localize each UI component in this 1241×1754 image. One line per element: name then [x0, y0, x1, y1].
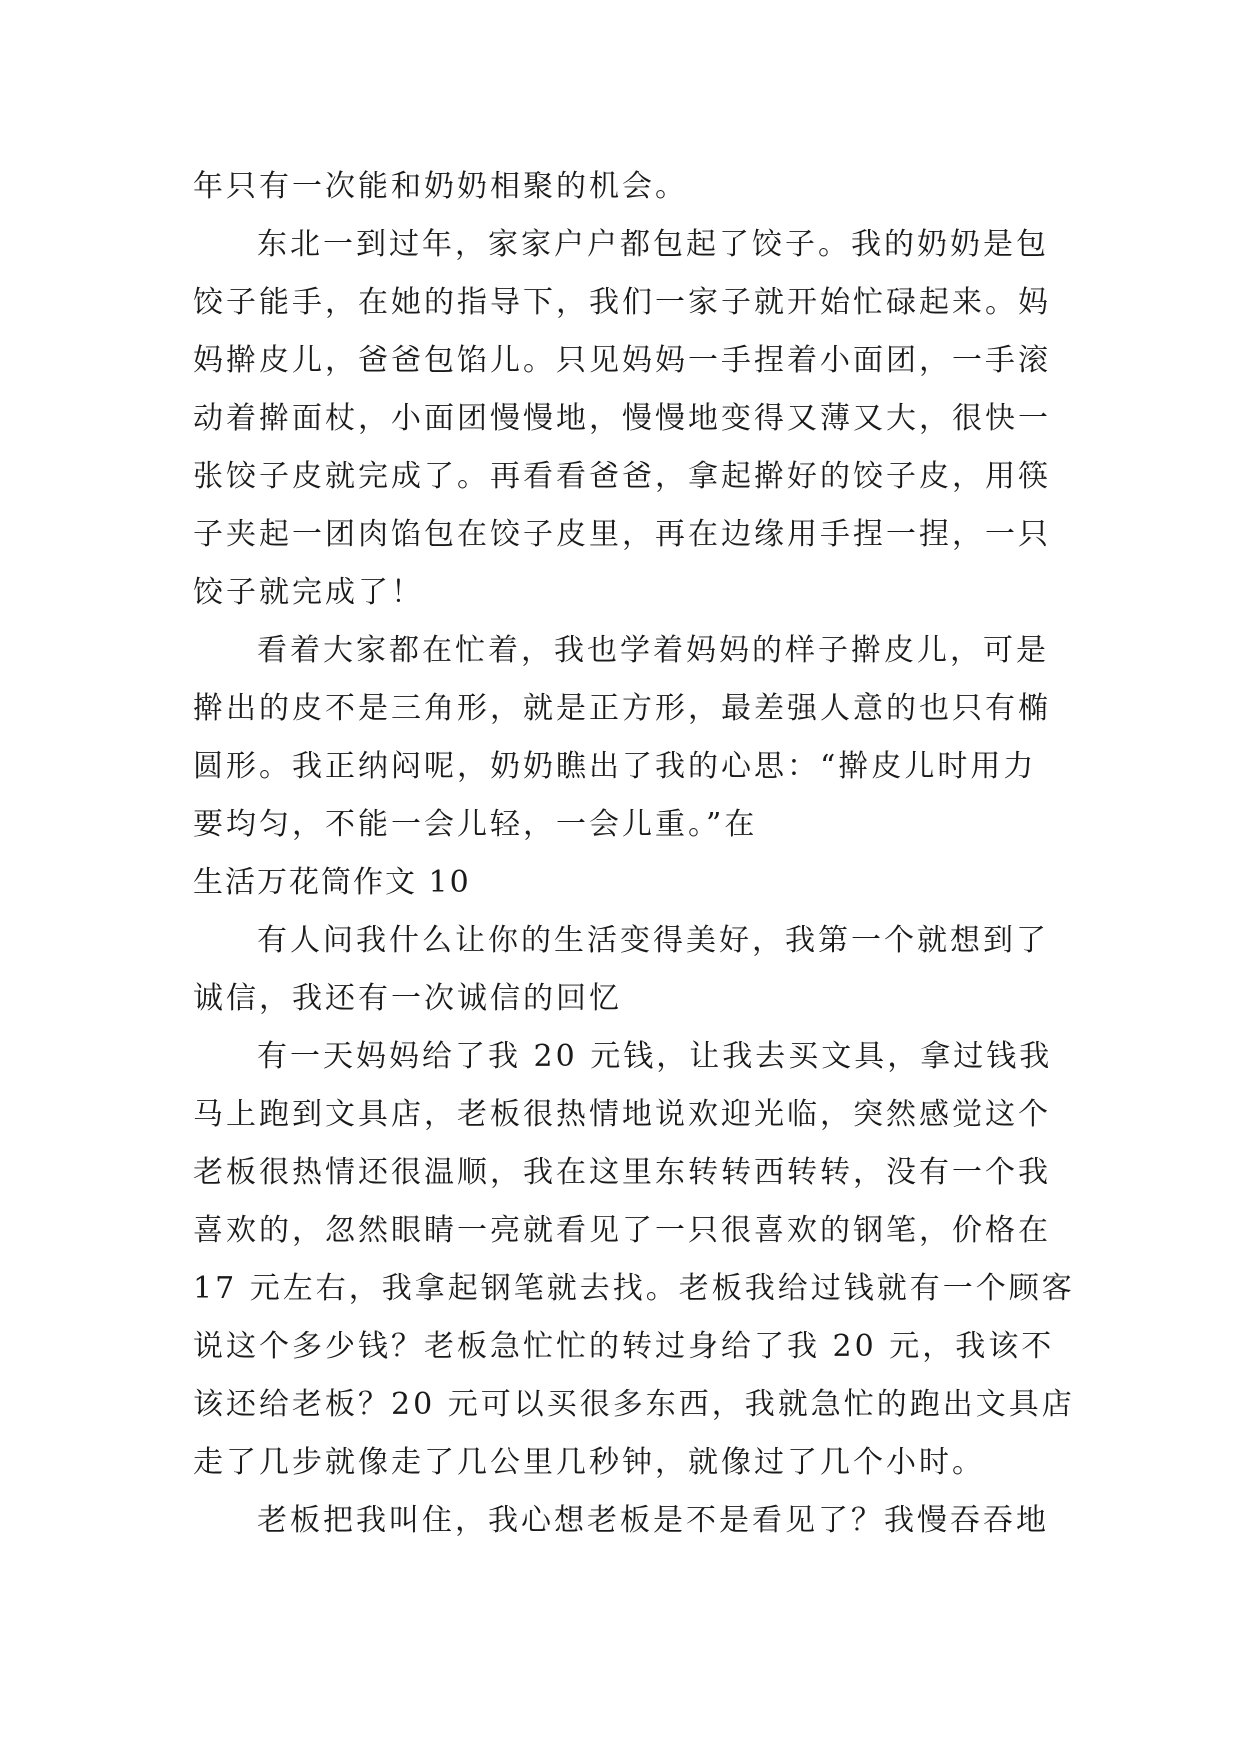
paragraph-line: 张饺子皮就完成了。再看看爸爸，拿起擀好的饺子皮，用筷 — [193, 459, 1051, 494]
paragraph-first-line: 看着大家都在忙着，我也学着妈妈的样子擀皮儿，可是 — [257, 633, 1049, 668]
paragraph-line: 该还给老板？20 元可以买很多东西，我就急忙的跑出文具店 — [193, 1387, 1075, 1422]
paragraph-first-line: 老板把我叫住，我心想老板是不是看见了？我慢吞吞地 — [257, 1503, 1049, 1538]
paragraph-line: 饺子能手，在她的指导下，我们一家子就开始忙碌起来。妈 — [193, 285, 1051, 320]
paragraph-line: 17 元左右，我拿起钢笔就去找。老板我给过钱就有一个顾客 — [193, 1271, 1075, 1306]
paragraph-line: 老板很热情还很温顺，我在这里东转转西转转，没有一个我 — [193, 1155, 1051, 1190]
paragraph-line: 妈擀皮儿，爸爸包馅儿。只见妈妈一手捏着小面团，一手滚 — [193, 343, 1051, 378]
essay-body — [193, 158, 1075, 1550]
paragraph-line: 喜欢的，忽然眼睛一亮就看见了一只很喜欢的钢笔，价格在 — [193, 1213, 1051, 1248]
paragraph-line: 饺子就完成了！ — [193, 575, 424, 610]
essay-title: 生活万花筒作文 10 — [193, 865, 471, 900]
paragraph-line: 说这个多少钱？老板急忙忙的转过身给了我 20 元，我该不 — [193, 1329, 1055, 1364]
paragraph-continuation-line: 年只有一次能和奶奶相聚的机会。 — [193, 169, 688, 204]
paragraph-line: 马上跑到文具店，老板很热情地说欢迎光临，突然感觉这个 — [193, 1097, 1051, 1132]
paragraph-first-line: 有一天妈妈给了我 20 元钱，让我去买文具，拿过钱我 — [257, 1039, 1053, 1074]
paragraph-line: 要均匀，不能一会儿轻，一会儿重。”在 — [193, 807, 758, 842]
paragraph-line: 诚信，我还有一次诚信的回忆 — [193, 981, 622, 1016]
paragraph-line: 子夹起一团肉馅包在饺子皮里，再在边缘用手捏一捏，一只 — [193, 517, 1051, 552]
paragraph-line: 走了几步就像走了几公里几秒钟，就像过了几个小时。 — [193, 1445, 985, 1480]
paragraph-first-line: 有人问我什么让你的生活变得美好，我第一个就想到了 — [257, 923, 1049, 958]
paragraph-line: 圆形。我正纳闷呢，奶奶瞧出了我的心思：“擀皮儿时用力 — [193, 749, 1037, 784]
paragraph-line: 擀出的皮不是三角形，就是正方形，最差强人意的也只有椭 — [193, 691, 1051, 726]
paragraph-first-line: 东北一到过年，家家户户都包起了饺子。我的奶奶是包 — [257, 227, 1049, 262]
paragraph-line: 动着擀面杖，小面团慢慢地，慢慢地变得又薄又大，很快一 — [193, 401, 1051, 436]
